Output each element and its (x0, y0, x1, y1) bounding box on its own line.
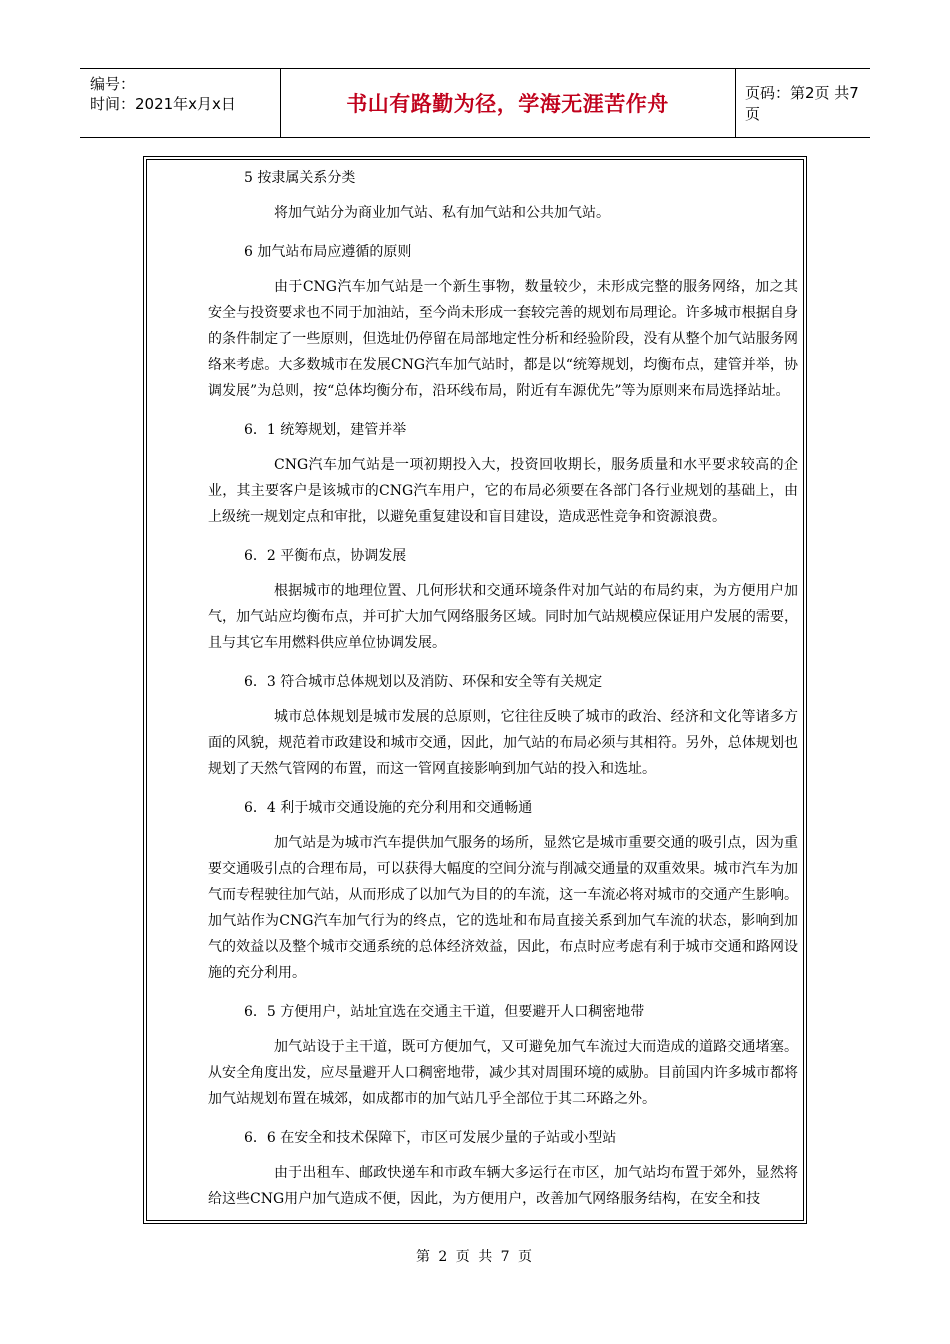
section-paragraph: 加气站设于主干道，既可方便加气，又可避免加气车流过大而造成的道路交通堵塞。从安全角度出发，应尽量避开人口稠密地带，减少其对周围环境的威胁。目前国内许多城市都将加气站规划布置在城郊，如成都市的加气站几乎全部位于其二环路之外。 (208, 1039, 798, 1107)
section-paragraph: 加气站是为城市汽车提供加气服务的场所，显然它是城市重要交通的吸引点，因为重要交通吸引点的合理布局，可以获得大幅度的空间分流与削减交通量的双重效果。城市汽车为加气而专程驶往加气站，从而形成了以加气为目的的车流，这一车流必将对城市的交通产生影响。加气站作为CNG汽车加气行为的终点，它的选址和布局直接关系到加气车流的状态，影响到加气的效益以及整个城市交通系统的总体经济效益，因此，布点时应考虑有利于城市交通和路网设施的充分利用。 (208, 835, 798, 981)
section-heading: 6．2 平衡布点，协调发展 (244, 548, 407, 564)
section-paragraph: 城市总体规划是城市发展的总原则，它往往反映了城市的政治、经济和文化等诸多方面的风貌，规范着市政建设和城市交通，因此，加气站的布局必须与其相符。另外，总体规划也规划了天然气管网的布置，而这一管网直接影响到加气站的投入和选址。 (208, 709, 798, 777)
motto-text: 书山有路勤为径，学海无涯苦作舟 (346, 92, 669, 116)
page-footer: 第 2 页 共 7 页 (415, 1249, 535, 1265)
section-heading: 5 按隶属关系分类 (244, 170, 356, 186)
page-header (80, 68, 870, 138)
section-heading: 6．3 符合城市总体规划以及消防、环保和安全等有关规定 (244, 674, 603, 690)
section-paragraph: 根据城市的地理位置、几何形状和交通环境条件对加气站的布局约束，为方便用户加气，加气站应均衡布点，并可扩大加气网络服务区域。同时加气站规模应保证用户发展的需要，且与其它车用燃料供应单位协调发展。 (208, 583, 798, 651)
section-paragraph: CNG汽车加气站是一项初期投入大，投资回收期长，服务质量和水平要求较高的企业，其主要客户是该城市的CNG汽车用户，它的布局必须要在各部门各行业规划的基础上，由上级统一规划定点和审批，以避免重复建设和盲目建设，造成恶性竞争和资源浪费。 (208, 457, 798, 525)
section-paragraph: 由于CNG汽车加气站是一个新生事物，数量较少，未形成完整的服务网络，加之其安全与投资要求也不同于加油站，至今尚未形成一套较完善的规划布局理论。许多城市根据自身的条件制定了一些原则，但选址仍停留在局部地定性分析和经验阶段，没有从整个加气站服务网络来考虑。大多数城市在发展CNG汽车加气站时，都是以“统筹规划，均衡布点，建管并举，协调发展”为总则，按“总体均衡分布，沿环线布局，附近有车源优先”等为原则来布局选择站址。 (208, 279, 798, 399)
section-paragraph: 将加气站分为商业加气站、私有加气站和公共加气站。 (274, 205, 610, 221)
section-heading: 6 加气站布局应遵循的原则 (244, 244, 412, 260)
header-page-code (735, 69, 870, 137)
section-heading: 6．1 统筹规划，建管并举 (244, 422, 407, 438)
header-motto-cell (280, 69, 736, 137)
number-label: 编号： (90, 75, 136, 93)
section-heading: 6．5 方便用户，站址宜选在交通主干道，但要避开人口稠密地带 (244, 1004, 645, 1020)
time-label: 时间：2021年x月x日 (90, 95, 236, 113)
section-paragraph: 由于出租车、邮政快递车和市政车辆大多运行在市区，加气站均布置于郊外，显然将给这些CNG用户加气造成不便，因此，为方便用户，改善加气网络服务结构，在安全和技 (208, 1165, 798, 1207)
section-heading: 6．4 利于城市交通设施的充分利用和交通畅通 (244, 800, 533, 816)
header-meta (80, 69, 281, 137)
page-code-text: 页码：第2页 共7页 (745, 84, 859, 123)
section-heading: 6．6 在安全和技术保障下，市区可发展少量的子站或小型站 (244, 1130, 617, 1146)
document-body (208, 164, 798, 1220)
